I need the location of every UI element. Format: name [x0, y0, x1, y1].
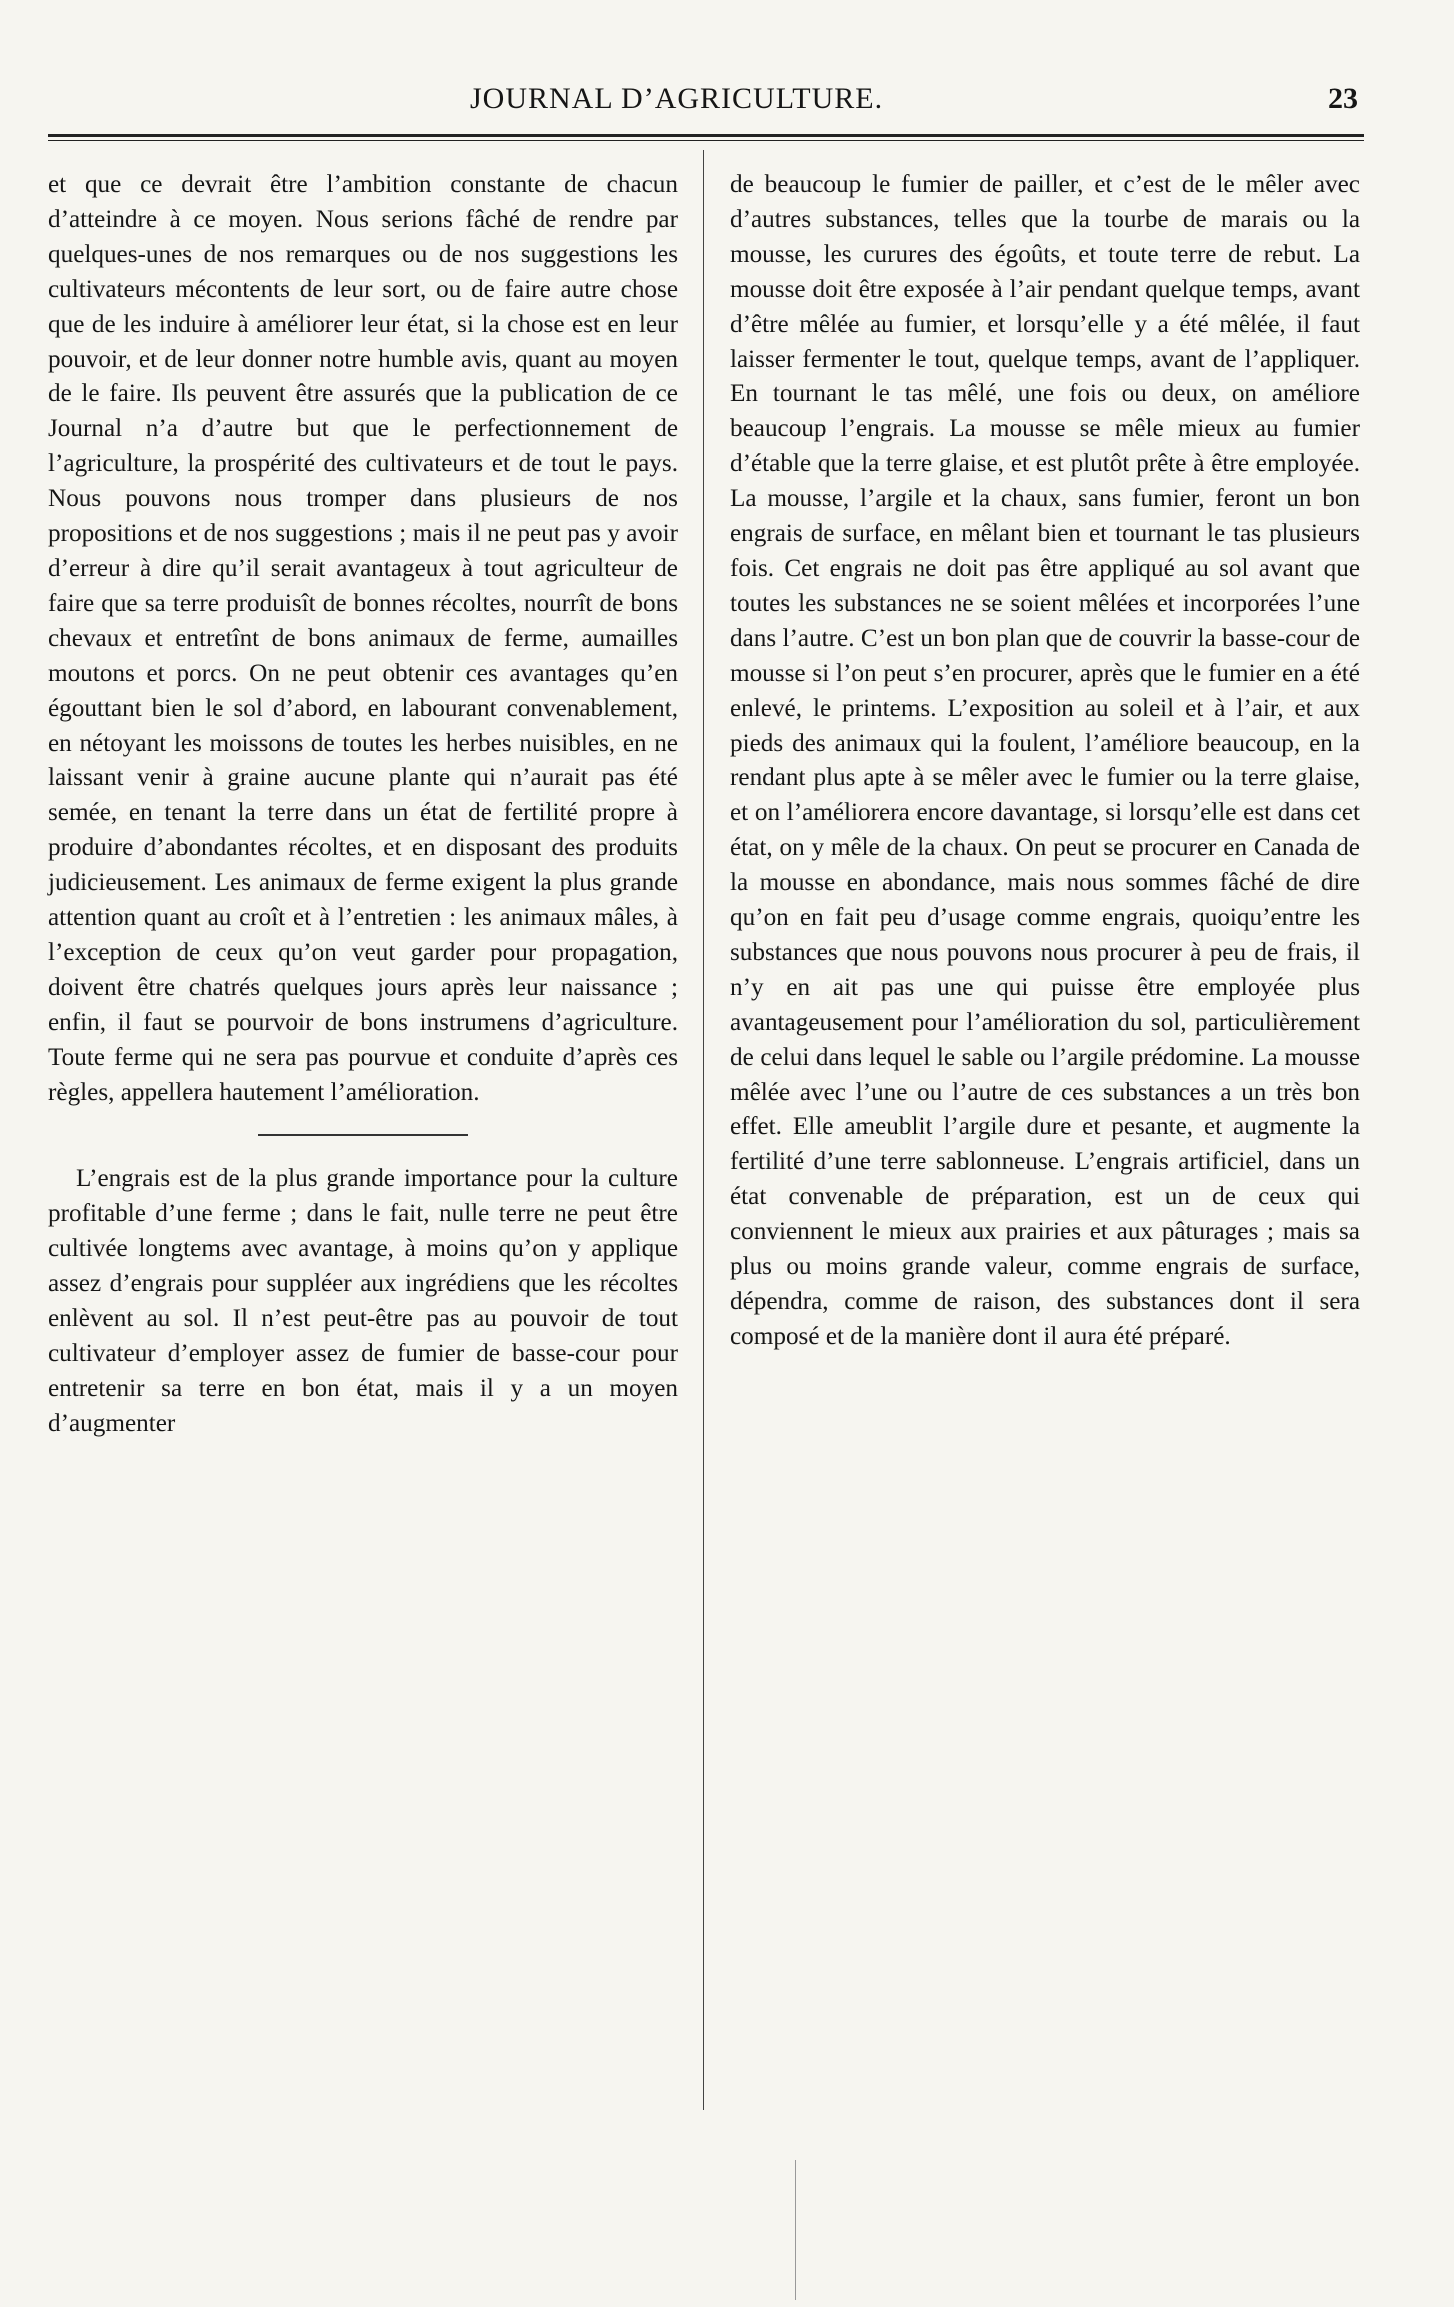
- right-column: [730, 168, 1360, 1355]
- running-title: JOURNAL D’AGRICULTURE.: [470, 82, 884, 115]
- header-rule-thin: [48, 140, 1364, 141]
- left-column: [48, 168, 678, 1442]
- column-divider: [703, 150, 704, 2110]
- left-paragraph-1: et que ce devrait être l’ambition constante de chacun d’atteindre à ce moyen. Nous serions fâché de rendre par quelques-unes de nos remarques ou de nos suggestions les cultivateurs mécontents de leur sort, ou de faire autre chose que de les induire à améliorer leur état, si la chose est en leur pouvoir, et de leur donner notre humble avis, quant au moyen de le faire. Ils peuvent être assurés que la publication de ce Journal n’a d’autre but que le perfectionnement de l’agriculture, la prospérité des cultivateurs et de tout le pays. Nous pouvons nous tromper dans plusieurs de nos propositions et de nos suggestions ; mais il ne peut pas y avoir d’erreur à dire qu’il serait avantageux à tout agriculteur de faire que sa terre produisît de bonnes récoltes, nourrît de bons chevaux et entretînt de bons animaux de ferme, aumailles moutons et porcs. On ne peut obtenir ces avantages qu’en égouttant bien le sol d’abord, en labourant convenablement, en nétoyant les moissons de toutes les herbes nuisibles, en ne laissant venir à graine aucune plante qui n’aurait pas été semée, en tenant la terre dans un état de fertilité propre à produire d’abondantes récoltes, et en disposant des produits judicieusement. Les animaux de ferme exigent la plus grande attention quant au croît et à l’entretien : les animaux mâles, à l’exception de ceux qu’on veut garder pour propagation, doivent être chatrés quelques jours après leur naissance ; enfin, il faut se pourvoir de bons instrumens d’agriculture. Toute ferme qui ne sera pas pourvue et conduite d’après ces règles, appellera hautement l’amélioration.: [48, 171, 678, 1106]
- left-paragraph-2: L’engrais est de la plus grande importance pour la culture profitable d’une ferme ; dans le fait, nulle terre ne peut être cultivée longtems avec avantage, à moins qu’on y applique assez d’engrais pour suppléer aux ingrédiens que les récoltes enlèvent au sol. Il n’est peut-être pas au pouvoir de tout cultivateur d’employer assez de fumier de basse-cour pour entretenir sa terre en bon état, mais il y a un moyen d’augmenter: [48, 1165, 678, 1437]
- page-header: [0, 82, 1454, 132]
- right-paragraph-1: de beaucoup le fumier de pailler, et c’est de le mêler avec d’autres substances, telles que la tourbe de marais ou la mousse, les curures des égoûts, et toute terre de rebut. La mousse doit être exposée à l’air pendant quelque temps, avant d’être mêlée au fumier, et lorsqu’elle y a été mêlée, il faut laisser fermenter le tout, quelque temps, avant de l’appliquer. En tournant le tas mêlé, une fois ou deux, on améliore beaucoup l’engrais. La mousse se mêle mieux au fumier d’étable que la terre glaise, et est plutôt prête à être employée. La mousse, l’argile et la chaux, sans fumier, feront un bon engrais de surface, en mêlant bien et tournant le tas plusieurs fois. Cet engrais ne doit pas être appliqué au sol avant que toutes les substances ne se soient mêlées et incorporées l’une dans l’autre. C’est un bon plan que de couvrir la basse-cour de mousse si l’on peut s’en procurer, après que le fumier en a été enlevé, le printems. L’exposition au soleil et à l’air, et aux pieds des animaux qui la foulent, l’améliore beaucoup, en la rendant plus apte à se mêler avec le fumier ou la terre glaise, et on l’améliorera encore davantage, si lorsqu’elle est dans cet état, on y mêle de la chaux. On peut se procurer en Canada de la mousse en abondance, mais nous sommes fâché de dire qu’on en fait peu d’usage comme engrais, quoiqu’entre les substances que nous pouvons nous procurer à peu de frais, il n’y en ait pas une qui puisse être employée plus avantageusement pour l’amélioration du sol, particulièrement de celui dans lequel le sable ou l’argile prédomine. La mousse mêlée avec l’une ou l’autre de ces substances a un très bon effet. Elle ameublit l’argile dure et pesante, et augmente la fertilité d’une terre sablonneuse. L’engrais artificiel, dans un état convenable de préparation, est un de ceux qui conviennent le mieux aux prairies et aux pâturages ; mais sa plus ou moins grande valeur, comme engrais de surface, dépendra, comme de raison, des substances dont il sera composé et de la manière dont il aura été préparé.: [730, 171, 1360, 1350]
- page-number: 23: [1328, 82, 1358, 115]
- print-artifact: [795, 2160, 796, 2300]
- section-separator: [258, 1134, 468, 1136]
- header-rule-thick: [48, 134, 1364, 137]
